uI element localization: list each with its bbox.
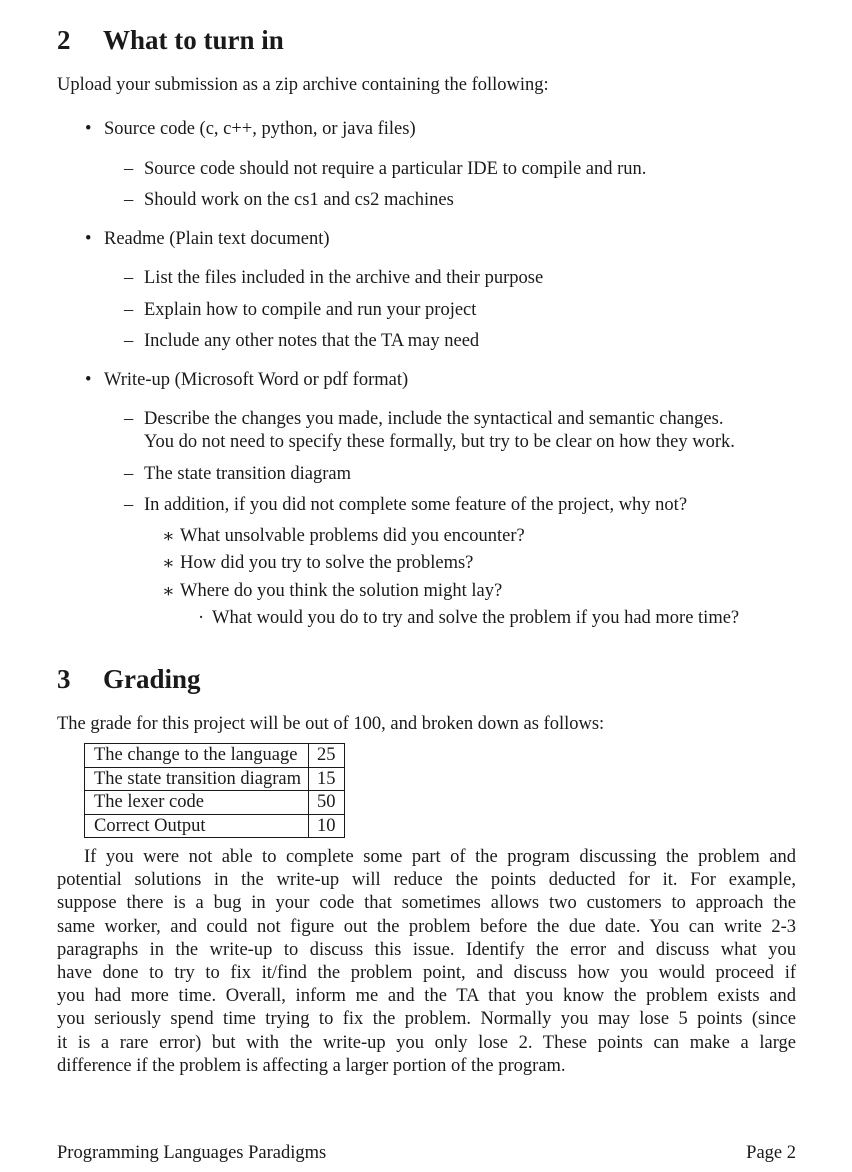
paragraph-line: If you were not able to complete some part of the program discussing the problem and [84, 847, 796, 867]
section-3-intro: The grade for this project will be out of 100, and broken down as follows: [57, 714, 605, 734]
grade-table [84, 743, 345, 838]
dash-marker: – [124, 268, 134, 288]
table-cell-item: The lexer code [85, 791, 309, 815]
table-row [85, 791, 345, 815]
section-title: What to turn in [103, 25, 284, 55]
dash-marker: – [124, 331, 134, 351]
sub-item-continuation: You do not need to specify these formally, but try to be clear on how they work. [144, 432, 735, 452]
table-cell-points: 15 [309, 767, 345, 791]
dash-marker: – [124, 159, 134, 179]
grading-paragraph [57, 846, 796, 1078]
sub-item-label: In addition, if you did not complete some feature of the project, why not? [144, 495, 688, 515]
section-2-intro: Upload your submission as a zip archive containing the following: [57, 75, 549, 95]
bullet-marker: • [85, 229, 92, 249]
table-cell-item: Correct Output [85, 814, 309, 838]
paragraph-line: suppose there is a bug in your code that sometimes allows two customers to approach the [57, 893, 796, 914]
bullet-marker: • [85, 370, 92, 390]
sub-sub-item-label: Where do you think the solution might lay? [180, 581, 503, 601]
paragraph-line: same worker, and could not figure out the problem before the due date. You can write 2-3 [57, 916, 796, 937]
section-title: Grading [103, 664, 201, 694]
dash-marker: – [124, 464, 134, 484]
paragraph-line: paragraphs in the write-up to discuss this issue. Identify the error and discuss what you [57, 939, 796, 960]
table-cell-item: The change to the language [85, 744, 309, 768]
star-marker: ∗ [162, 554, 175, 574]
sub-sub-item-label: How did you try to solve the problems? [180, 553, 474, 573]
paragraph-line: have done to try to fix it/find the problem point, and discuss how you would proceed if [57, 963, 796, 984]
table-cell-points: 10 [309, 814, 345, 838]
dash-marker: – [124, 300, 134, 320]
list-item-label: Source code (c, c++, python, or java files) [104, 119, 416, 139]
sub-sub-item-label: What unsolvable problems did you encounter? [180, 526, 525, 546]
dash-marker: – [124, 495, 134, 515]
dash-marker: – [124, 409, 134, 429]
list-item-label: Write-up (Microsoft Word or pdf format) [104, 370, 409, 390]
bullet-marker: • [85, 119, 92, 139]
sub-item-label: Source code should not require a particular IDE to compile and run. [144, 159, 647, 179]
footer-page-number: Page 2 [746, 1143, 796, 1163]
paragraph-line: it is a rare error) but with the write-up you only lose 2. These points can make a large [57, 1032, 796, 1053]
table-row [85, 767, 345, 791]
table-cell-points: 25 [309, 744, 345, 768]
sub-item-label: Should work on the cs1 and cs2 machines [144, 190, 454, 210]
section-number: 2 [57, 25, 71, 55]
star-marker: ∗ [162, 582, 175, 602]
sub-item-label: Explain how to compile and run your project [144, 300, 477, 320]
section-2-heading [57, 25, 457, 59]
paragraph-line: difference if the problem is affecting a larger portion of the program. [57, 1055, 566, 1076]
dot-marker: · [198, 608, 205, 628]
table-row [85, 744, 345, 768]
table-cell-points: 50 [309, 791, 345, 815]
sub-item-label: The state transition diagram [144, 464, 352, 484]
table-row [85, 814, 345, 838]
paragraph-line: potential solutions in the write-up will reduce the points deducted for it. For example, [57, 870, 796, 891]
table-cell-item: The state transition diagram [85, 767, 309, 791]
sub-item-label: List the files included in the archive and their purpose [144, 268, 544, 288]
sub-sub-sub-item-label: What would you do to try and solve the problem if you had more time? [212, 608, 740, 628]
paragraph-line: you had more time. Overall, inform me and the TA that you know the problem exists and [57, 986, 796, 1007]
dash-marker: – [124, 190, 134, 210]
footer-course: Programming Languages Paradigms [57, 1143, 327, 1163]
sub-item-label: Describe the changes you made, include the syntactical and semantic changes. [144, 409, 724, 429]
paragraph-line: you seriously spend time trying to fix the problem. Normally you may lose 5 points (since [57, 1009, 796, 1030]
sub-item-label: Include any other notes that the TA may need [144, 331, 480, 351]
list-item-label: Readme (Plain text document) [104, 229, 330, 249]
star-marker: ∗ [162, 527, 175, 547]
section-number: 3 [57, 664, 71, 694]
section-3-heading [57, 664, 457, 698]
